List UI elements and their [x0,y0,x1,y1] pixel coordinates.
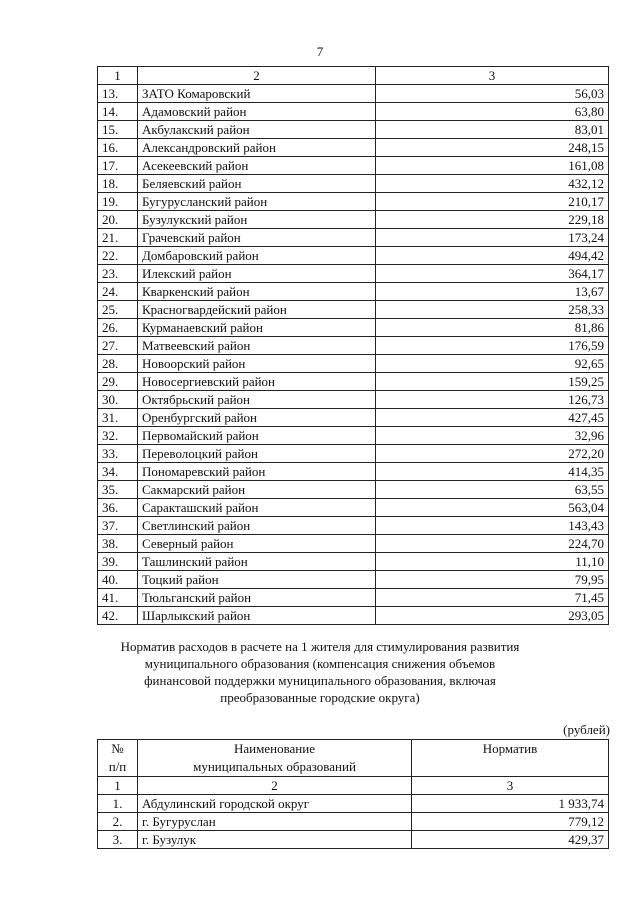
table-row [98,229,609,247]
row-number: 41. [98,589,138,607]
table-row [98,427,609,445]
column-index-1: 1 [98,67,138,85]
table-row [98,301,609,319]
norm-value: 432,12 [376,175,609,193]
table-index-row [98,777,609,795]
table-header-row [98,740,609,777]
municipality-name: Шарлыкский район [138,607,376,625]
table-row [98,337,609,355]
table-row [98,265,609,283]
table-header-row [98,67,609,85]
norm-value: 63,55 [376,481,609,499]
municipality-name: Новосергиевский район [138,373,376,391]
table-row [98,535,609,553]
table-row [98,445,609,463]
row-number: 33. [98,445,138,463]
norm-value: 11,10 [376,553,609,571]
table-row [98,211,609,229]
table-row [98,157,609,175]
row-number: 22. [98,247,138,265]
allocation-table-urban [97,739,609,849]
norm-value: 143,43 [376,517,609,535]
row-number: 26. [98,319,138,337]
row-number: 14. [98,103,138,121]
municipality-name: ЗАТО Комаровский [138,85,376,103]
municipality-name: Красногвардейский район [138,301,376,319]
row-number: 2. [98,813,138,831]
table-row [98,571,609,589]
row-number: 21. [98,229,138,247]
row-number: 16. [98,139,138,157]
municipality-name: Тюльганский район [138,589,376,607]
norm-value: 210,17 [376,193,609,211]
norm-value: 248,15 [376,139,609,157]
table-row [98,795,609,813]
municipality-name: Светлинский район [138,517,376,535]
municipality-name: Асекеевский район [138,157,376,175]
table-row [98,463,609,481]
table-row [98,247,609,265]
municipality-name: г. Бузулук [138,831,412,849]
norm-value: 83,01 [376,121,609,139]
row-number: 30. [98,391,138,409]
row-number: 18. [98,175,138,193]
norm-value: 159,25 [376,373,609,391]
page-number: 7 [316,44,324,59]
table-row [98,831,609,849]
row-number: 32. [98,427,138,445]
table-row [98,319,609,337]
municipality-name: Переволоцкий район [138,445,376,463]
column-index-2: 2 [138,67,376,85]
municipality-name: Беляевский район [138,175,376,193]
norm-value: 427,45 [376,409,609,427]
row-number: 25. [98,301,138,319]
norm-value: 13,67 [376,283,609,301]
table-row [98,813,609,831]
municipality-name: Александровский район [138,139,376,157]
row-number: 23. [98,265,138,283]
column-index-2: 2 [138,777,412,795]
norm-value: 71,45 [376,589,609,607]
table-row [98,373,609,391]
row-number: 24. [98,283,138,301]
header-num-line: п/п [108,759,127,774]
section-title [100,638,540,706]
norm-value: 176,59 [376,337,609,355]
table-row [98,175,609,193]
norm-value: 1 933,74 [412,795,609,813]
municipality-name: Кваркенский район [138,283,376,301]
row-number: 27. [98,337,138,355]
row-number: 13. [98,85,138,103]
row-number: 29. [98,373,138,391]
table-row [98,283,609,301]
table-row [98,103,609,121]
norm-value: 79,95 [376,571,609,589]
table-row [98,607,609,625]
norm-value: 272,20 [376,445,609,463]
norm-value: 56,03 [376,85,609,103]
norm-value: 81,86 [376,319,609,337]
norm-value: 161,08 [376,157,609,175]
units-label: (рублей) [563,722,610,737]
norm-value: 779,12 [412,813,609,831]
municipality-name: Матвеевский район [138,337,376,355]
table-row [98,553,609,571]
row-number: 36. [98,499,138,517]
row-number: 19. [98,193,138,211]
municipality-name: Сакмарский район [138,481,376,499]
norm-value: 364,17 [376,265,609,283]
municipality-name: Акбулакский район [138,121,376,139]
norm-value: 563,04 [376,499,609,517]
row-number: 20. [98,211,138,229]
table-row [98,193,609,211]
section-title-line: муниципального образования (компенсация снижения объемов [144,656,496,671]
row-number: 34. [98,463,138,481]
municipality-name: Саракташский район [138,499,376,517]
header-value: Норматив [412,740,609,777]
municipality-name: Бузулукский район [138,211,376,229]
norm-value: 224,70 [376,535,609,553]
table-row [98,391,609,409]
municipality-name: Курманаевский район [138,319,376,337]
column-index-3: 3 [412,777,609,795]
header-num [98,740,138,777]
row-number: 35. [98,481,138,499]
row-number: 38. [98,535,138,553]
norm-value: 414,35 [376,463,609,481]
column-index-3: 3 [376,67,609,85]
row-number: 1. [98,795,138,813]
municipality-name: Первомайский район [138,427,376,445]
municipality-name: Грачевский район [138,229,376,247]
table-row [98,409,609,427]
municipality-name: Пономаревский район [138,463,376,481]
municipality-name: Тоцкий район [138,571,376,589]
norm-value: 293,05 [376,607,609,625]
municipality-name: Абдулинский городской округ [138,795,412,813]
table-row [98,589,609,607]
row-number: 15. [98,121,138,139]
row-number: 37. [98,517,138,535]
norm-value: 258,33 [376,301,609,319]
row-number: 39. [98,553,138,571]
row-number: 3. [98,831,138,849]
row-number: 40. [98,571,138,589]
header-name-line: муниципальных образований [193,759,356,774]
municipality-name: Ташлинский район [138,553,376,571]
table-row [98,481,609,499]
row-number: 28. [98,355,138,373]
norm-value: 63,80 [376,103,609,121]
allocation-table-districts [97,66,609,625]
row-number: 42. [98,607,138,625]
municipality-name: Северный район [138,535,376,553]
header-name-line: Наименование [234,741,315,756]
header-name [138,740,412,777]
municipality-name: Новоорский район [138,355,376,373]
municipality-name: Октябрьский район [138,391,376,409]
column-index-1: 1 [98,777,138,795]
municipality-name: Бугурусланский район [138,193,376,211]
section-title-line: Норматив расходов в расчете на 1 жителя для стимулирования развития [120,639,520,654]
norm-value: 229,18 [376,211,609,229]
table-row [98,139,609,157]
municipality-name: Адамовский район [138,103,376,121]
norm-value: 126,73 [376,391,609,409]
norm-value: 32,96 [376,427,609,445]
norm-value: 429,37 [412,831,609,849]
header-num-line: № [111,741,124,756]
municipality-name: Илекский район [138,265,376,283]
table-row [98,499,609,517]
norm-value: 494,42 [376,247,609,265]
section-title-line: преобразованные городские округа) [220,690,420,705]
row-number: 17. [98,157,138,175]
table-row [98,355,609,373]
section-title-line: финансовой поддержки муниципального образования, включая [144,673,496,688]
norm-value: 173,24 [376,229,609,247]
row-number: 31. [98,409,138,427]
municipality-name: г. Бугуруслан [138,813,412,831]
norm-value: 92,65 [376,355,609,373]
municipality-name: Оренбургский район [138,409,376,427]
table-row [98,517,609,535]
table-row [98,121,609,139]
table-row [98,85,609,103]
municipality-name: Домбаровский район [138,247,376,265]
